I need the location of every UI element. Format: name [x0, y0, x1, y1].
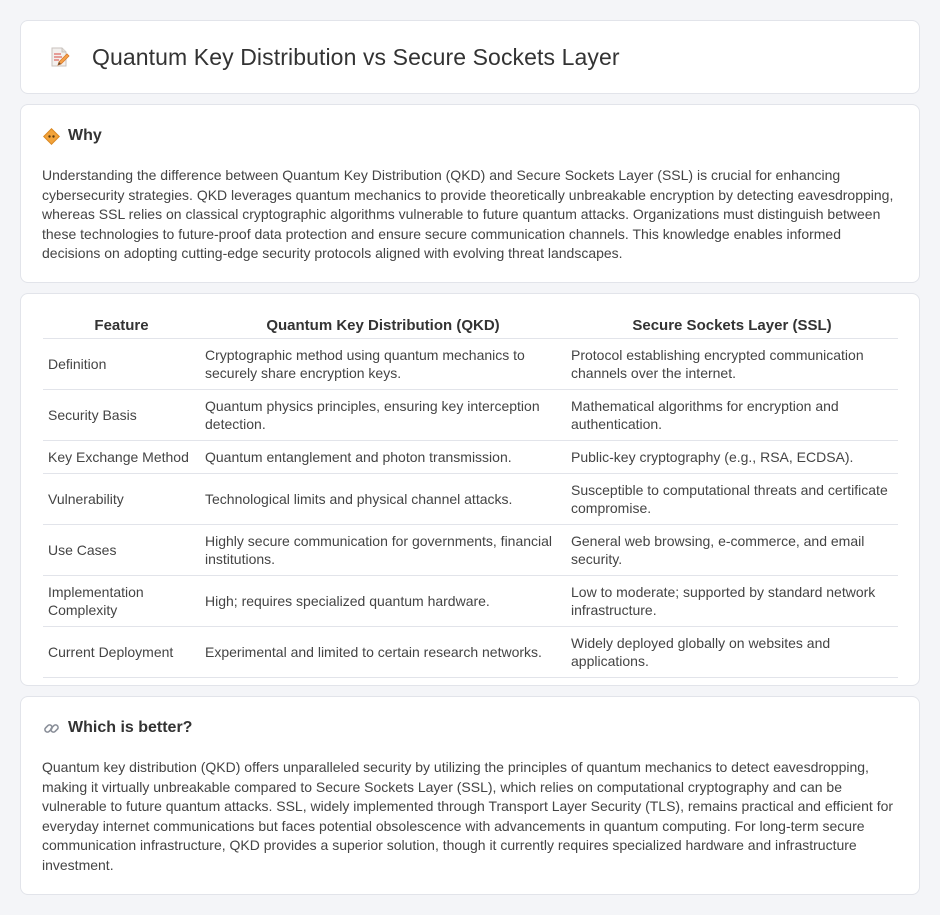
row-ssl: Susceptible to computational threats and certificate compromise.	[566, 473, 898, 524]
table-header-row	[43, 316, 898, 338]
link-icon	[43, 720, 60, 737]
row-qkd: Quantum physics principles, ensuring key interception detection.	[200, 389, 566, 440]
better-text: Quantum key distribution (QKD) offers unparalleled security by utilizing the principles of quantum mechanics to detect eavesdropping, making it virtually unbreakable compared to Secure Sockets Layer (SSL), which relies on computational cryptography and can be vulnerable to future quantum attacks. SSL, widely implemented through Transport Layer Security (TLS), remains practical and efficient for everyday internet communications but faces potential obsolescence with advancements in quantum computing. For long-term secure communication infrastructure, QKD provides a superior solution, though it currently requires specialized hardware and infrastructure investment.	[42, 759, 894, 873]
comparison-card	[20, 293, 920, 686]
why-heading: Why	[68, 127, 102, 144]
table-row	[43, 626, 898, 677]
table-row	[43, 338, 898, 389]
row-feature: Use Cases	[43, 524, 200, 575]
better-heading: Which is better?	[68, 719, 193, 736]
table-row	[43, 473, 898, 524]
table-row	[43, 389, 898, 440]
row-ssl: Low to moderate; supported by standard network infrastructure.	[566, 575, 898, 626]
row-feature: Vulnerability	[43, 473, 200, 524]
row-qkd: Experimental and limited to certain research networks.	[200, 626, 566, 677]
why-text: Understanding the difference between Quantum Key Distribution (QKD) and Secure Sockets Layer (SSL) is crucial for enhancing cybersecurity strategies. QKD leverages quantum mechanics to provide theoretically unbreakable encryption by detecting eavesdropping, whereas SSL relies on classical cryptographic algorithms vulnerable to future quantum attacks. Organizations must distinguish between these technologies to future-proof data protection and ensure secure communication channels. This knowledge enables informed decisions on adopting cutting-edge security protocols aligned with evolving threat landscapes.	[42, 167, 894, 262]
header-qkd: Quantum Key Distribution (QKD)	[200, 316, 566, 338]
row-feature: Implementation Complexity	[43, 575, 200, 626]
header-ssl: Secure Sockets Layer (SSL)	[566, 316, 898, 338]
row-qkd: Cryptographic method using quantum mechanics to securely share encryption keys.	[200, 338, 566, 389]
header-feature: Feature	[43, 316, 200, 338]
row-qkd: Technological limits and physical channel attacks.	[200, 473, 566, 524]
document-pencil-icon	[48, 46, 70, 68]
why-section	[20, 104, 920, 283]
row-feature: Key Exchange Method	[43, 440, 200, 473]
table-row	[43, 440, 898, 473]
better-section	[20, 696, 920, 895]
row-feature: Definition	[43, 338, 200, 389]
row-ssl: General web browsing, e-commerce, and email security.	[566, 524, 898, 575]
row-ssl: Mathematical algorithms for encryption and authentication.	[566, 389, 898, 440]
row-qkd: Quantum entanglement and photon transmission.	[200, 440, 566, 473]
row-ssl: Protocol establishing encrypted communication channels over the internet.	[566, 338, 898, 389]
comparison-table	[43, 316, 898, 678]
row-ssl: Widely deployed globally on websites and applications.	[566, 626, 898, 677]
row-feature: Security Basis	[43, 389, 200, 440]
page-title: Quantum Key Distribution vs Secure Sockets Layer	[92, 43, 620, 70]
table-row	[43, 524, 898, 575]
diamond-sign-icon	[43, 128, 60, 145]
table-row	[43, 575, 898, 626]
row-qkd: Highly secure communication for governments, financial institutions.	[200, 524, 566, 575]
row-feature: Current Deployment	[43, 626, 200, 677]
row-ssl: Public-key cryptography (e.g., RSA, ECDSA).	[566, 440, 898, 473]
title-card	[20, 20, 920, 94]
row-qkd: High; requires specialized quantum hardware.	[200, 575, 566, 626]
